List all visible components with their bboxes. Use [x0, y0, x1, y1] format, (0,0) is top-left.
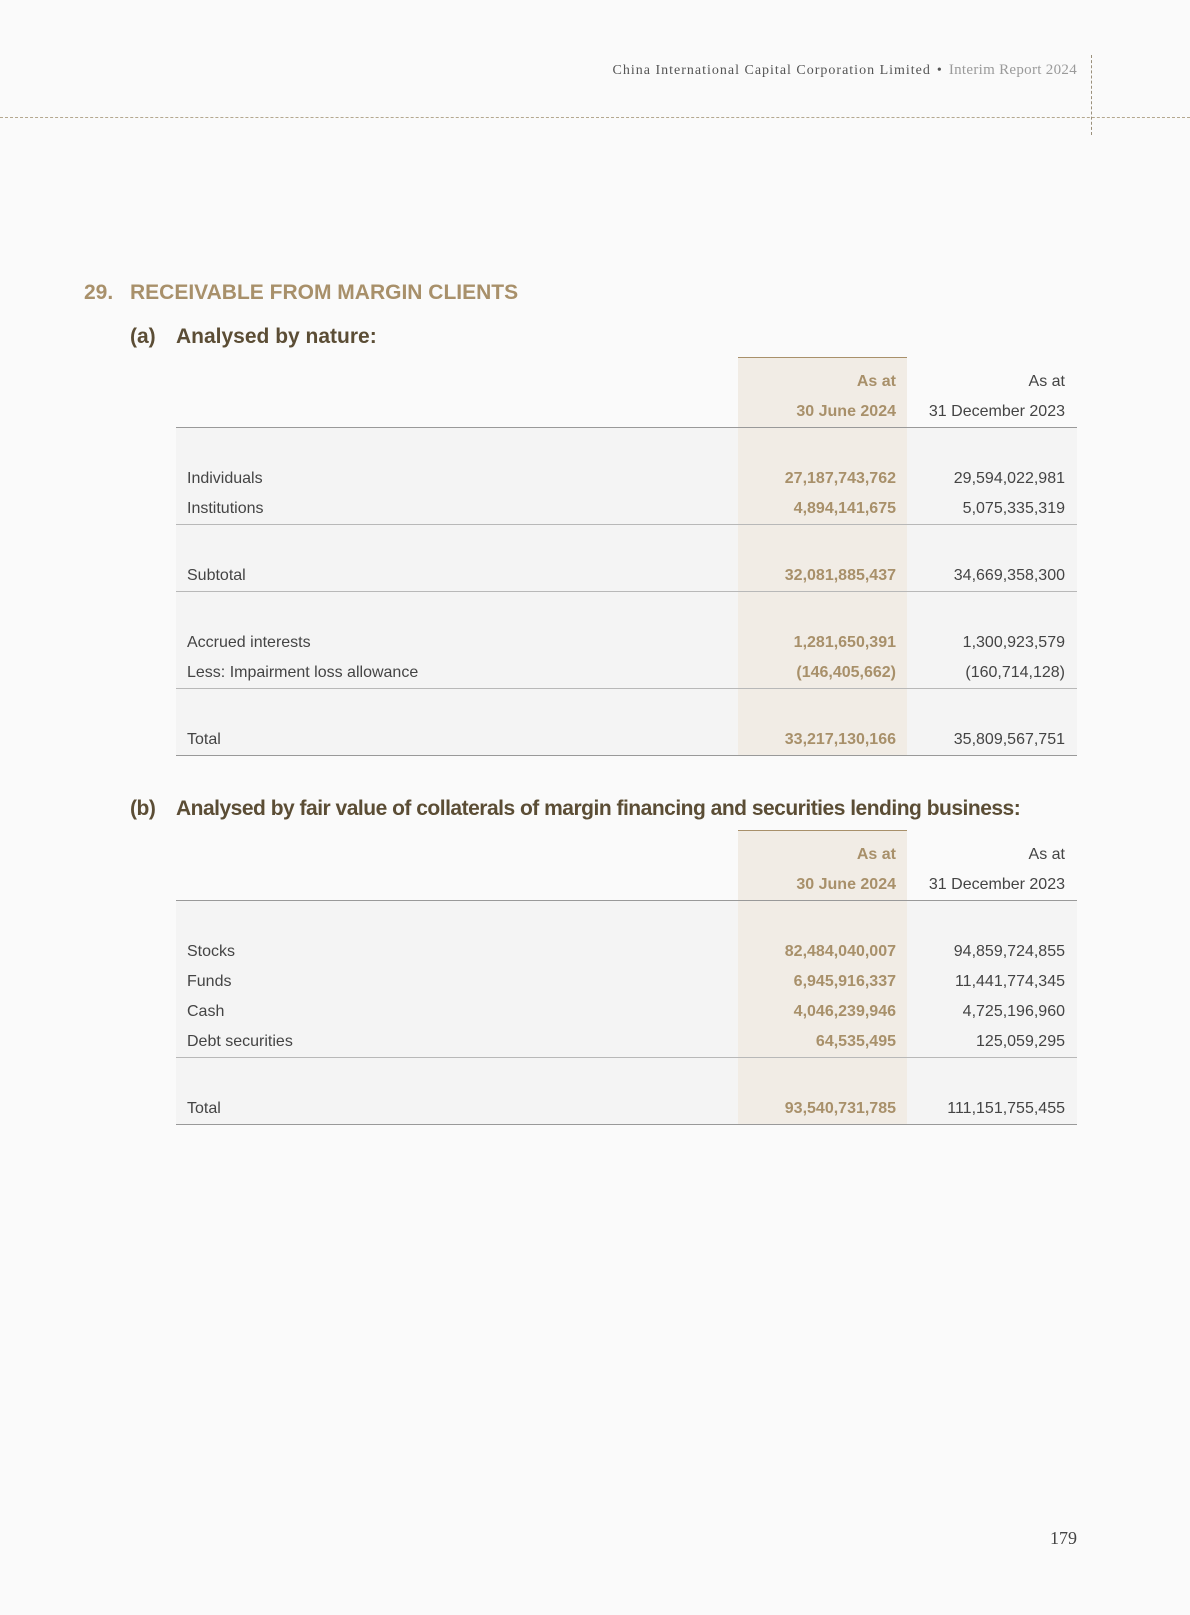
group-spacer [176, 592, 1077, 628]
value-31-december-2023: 1,300,923,579 [962, 634, 1065, 651]
table-row [176, 494, 1077, 524]
header-spacer [176, 830, 1077, 840]
table-row [176, 561, 1077, 591]
row-group [176, 428, 1077, 525]
value-31-december-2023: 29,594,022,981 [953, 470, 1065, 487]
table-header [176, 830, 1077, 901]
row-label: Stocks [187, 943, 236, 960]
report-name: Interim Report 2024 [948, 62, 1077, 78]
spacer-cell [176, 901, 738, 937]
row-group [176, 592, 1077, 689]
spacer-cell [176, 525, 738, 561]
spacer-cell [176, 689, 738, 725]
spacer-cell [738, 830, 907, 840]
spacer-cell [907, 901, 1077, 937]
spacer-cell [738, 1058, 907, 1094]
row-label: Funds [187, 973, 232, 990]
column-header-prior: 31 December 2023 [928, 403, 1065, 420]
table-row [176, 1094, 1077, 1124]
spacer-cell [176, 357, 738, 367]
value-31-december-2023: 125,059,295 [976, 1033, 1065, 1050]
row-label: Individuals [187, 470, 263, 487]
page-number: 179 [1050, 1528, 1077, 1548]
header-vertical-divider [1091, 55, 1092, 135]
spacer-cell [176, 428, 738, 464]
section-number: 29. [84, 281, 114, 304]
table-row [176, 937, 1077, 967]
spacer-cell [176, 830, 738, 840]
header-spacer [176, 357, 1077, 367]
table-row [176, 628, 1077, 658]
row-group [176, 689, 1077, 756]
table-row [176, 725, 1077, 755]
subsection-letter: (b) [130, 797, 156, 820]
table-body [176, 428, 1077, 756]
value-30-june-2024: 33,217,130,166 [738, 725, 907, 755]
value-31-december-2023: 111,151,755,455 [947, 1100, 1065, 1117]
value-30-june-2024: 6,945,916,337 [738, 967, 907, 997]
header-label-cell [176, 870, 738, 900]
header-label-cell [176, 840, 738, 870]
spacer-cell [907, 830, 1077, 840]
row-label: Debt securities [187, 1033, 293, 1050]
spacer-cell [738, 357, 907, 367]
value-30-june-2024: 1,281,650,391 [738, 628, 907, 658]
column-header-prior: 31 December 2023 [928, 876, 1065, 893]
spacer-cell [738, 689, 907, 725]
column-header-prior: As at [1028, 373, 1065, 390]
header-row [176, 840, 1077, 870]
spacer-cell [176, 1058, 738, 1094]
value-30-june-2024: 64,535,495 [738, 1027, 907, 1057]
spacer-cell [907, 428, 1077, 464]
value-31-december-2023: 4,725,196,960 [962, 1003, 1065, 1020]
value-31-december-2023: 34,669,358,300 [953, 567, 1065, 584]
value-30-june-2024: 4,894,141,675 [738, 494, 907, 524]
subsection-heading: Analysed by nature: [176, 325, 377, 348]
value-30-june-2024: 4,046,239,946 [738, 997, 907, 1027]
row-label: Subtotal [187, 567, 246, 584]
spacer-cell [738, 525, 907, 561]
spacer-cell [907, 1058, 1077, 1094]
row-label: Institutions [187, 500, 264, 517]
column-header-current: 30 June 2024 [738, 397, 907, 427]
company-name: China International Capital Corporation Limited [612, 63, 931, 78]
value-31-december-2023: (160,714,128) [965, 664, 1065, 681]
value-30-june-2024: 27,187,743,762 [738, 464, 907, 494]
spacer-cell [738, 592, 907, 628]
spacer-cell [907, 525, 1077, 561]
row-label: Less: Impairment loss allowance [187, 664, 419, 681]
row-group [176, 525, 1077, 592]
table-body [176, 901, 1077, 1125]
header-label-cell [176, 367, 738, 397]
value-31-december-2023: 35,809,567,751 [953, 731, 1065, 748]
value-30-june-2024: (146,405,662) [738, 658, 907, 688]
header-row [176, 397, 1077, 427]
separator-dot: • [936, 63, 943, 78]
value-30-june-2024: 82,484,040,007 [738, 937, 907, 967]
value-31-december-2023: 94,859,724,855 [953, 943, 1065, 960]
group-spacer [176, 525, 1077, 561]
running-header [613, 62, 1077, 79]
row-label: Cash [187, 1003, 225, 1020]
table-row [176, 464, 1077, 494]
spacer-cell [176, 592, 738, 628]
spacer-cell [907, 357, 1077, 367]
spacer-cell [738, 428, 907, 464]
column-header-current: As at [738, 367, 907, 397]
value-31-december-2023: 5,075,335,319 [962, 500, 1065, 517]
header-row [176, 367, 1077, 397]
table-row [176, 967, 1077, 997]
table-row [176, 1027, 1077, 1057]
subsection-heading: Analysed by fair value of collaterals of margin financing and securities lending business: [176, 797, 1021, 820]
spacer-cell [907, 689, 1077, 725]
nature-table [176, 357, 1077, 756]
row-group [176, 1058, 1077, 1125]
group-spacer [176, 689, 1077, 725]
value-31-december-2023: 11,441,774,345 [954, 973, 1065, 990]
header-divider [0, 117, 1190, 118]
table-row [176, 658, 1077, 688]
spacer-cell [907, 592, 1077, 628]
column-header-current: As at [738, 840, 907, 870]
value-30-june-2024: 93,540,731,785 [738, 1094, 907, 1124]
subsection-b-title [130, 797, 1020, 821]
group-spacer [176, 428, 1077, 464]
header-row [176, 870, 1077, 900]
column-header-prior: As at [1028, 846, 1065, 863]
section-title [84, 281, 518, 305]
value-30-june-2024: 32,081,885,437 [738, 561, 907, 591]
header-label-cell [176, 397, 738, 427]
table-header [176, 357, 1077, 428]
column-header-current: 30 June 2024 [738, 870, 907, 900]
subsection-letter: (a) [130, 325, 156, 348]
group-spacer [176, 1058, 1077, 1094]
group-spacer [176, 901, 1077, 937]
row-label: Total [187, 1100, 221, 1117]
row-label: Accrued interests [187, 634, 311, 651]
table-row [176, 997, 1077, 1027]
spacer-cell [738, 901, 907, 937]
row-label: Total [187, 731, 221, 748]
row-group [176, 901, 1077, 1058]
collateral-table [176, 830, 1077, 1125]
section-heading: RECEIVABLE FROM MARGIN CLIENTS [130, 281, 519, 304]
subsection-a-title [130, 325, 377, 349]
